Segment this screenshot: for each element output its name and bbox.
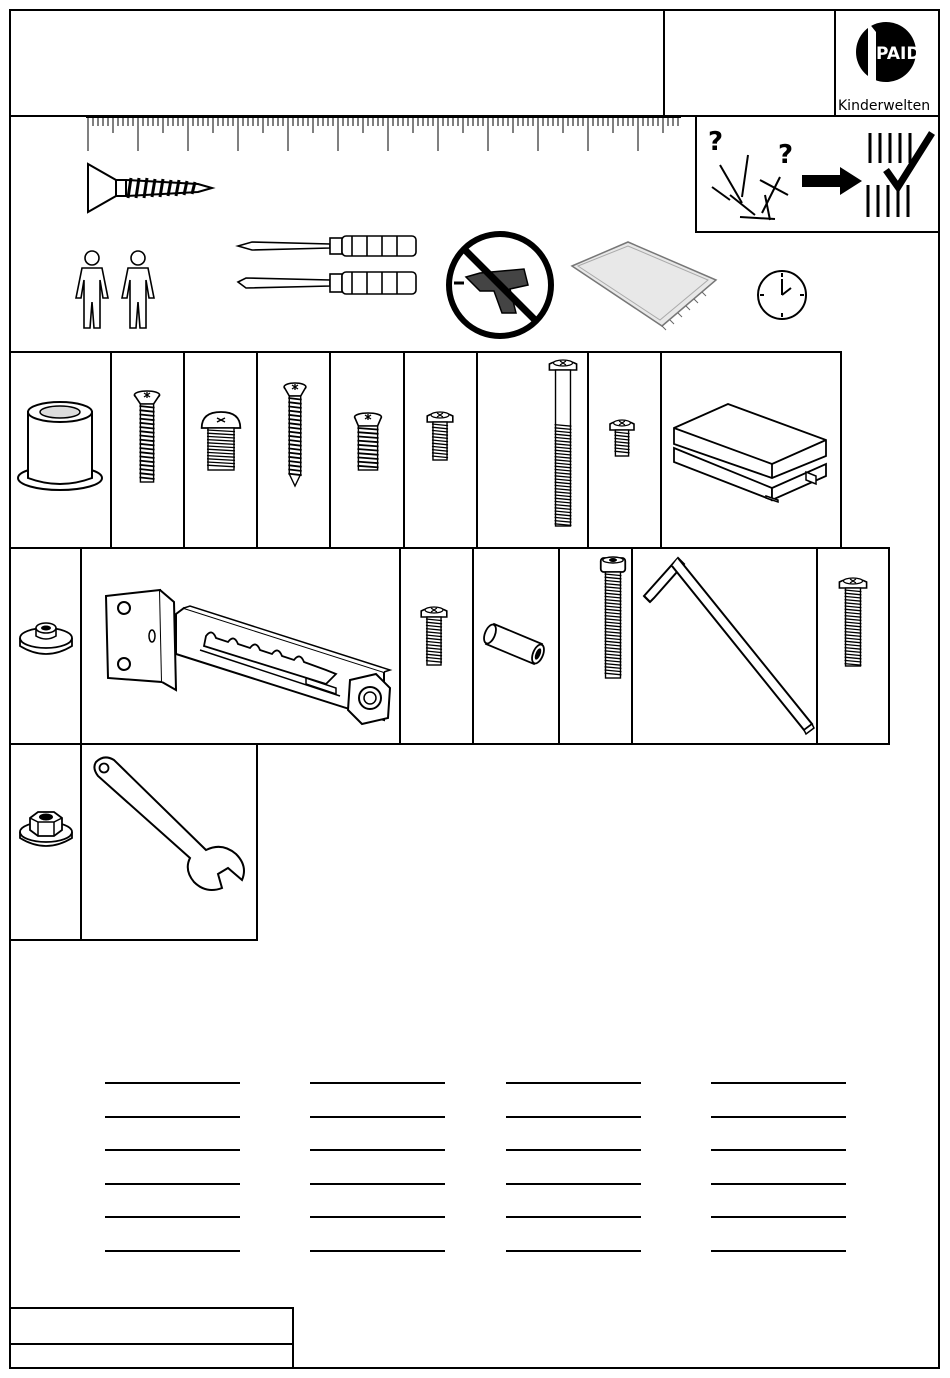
row2-right <box>888 547 890 745</box>
header-vline-2 <box>834 9 836 117</box>
svg-text:?: ? <box>778 140 794 170</box>
footer-box-top <box>9 1307 294 1309</box>
row1-sep <box>183 351 185 548</box>
row1-sep <box>110 351 112 548</box>
svg-text:?: ? <box>708 127 724 157</box>
row2-sep <box>80 547 82 744</box>
row2-sep <box>558 547 560 744</box>
two-people-icon <box>70 250 162 330</box>
blank-line <box>105 1250 240 1252</box>
no-drill-icon <box>444 229 556 341</box>
row2-bottom <box>9 743 890 745</box>
flange-nut-icon <box>18 808 74 852</box>
blank-line <box>105 1149 240 1151</box>
blank-line <box>310 1250 445 1252</box>
row3-sep <box>80 743 82 940</box>
row1-sep <box>329 351 331 548</box>
row1-sep <box>587 351 589 548</box>
blank-line <box>506 1216 641 1218</box>
spacer-tube-icon <box>484 620 554 666</box>
blank-line <box>711 1183 846 1185</box>
adjustable-bracket-icon <box>100 588 396 732</box>
footer-box-mid <box>9 1343 294 1345</box>
socket-bolt-icon <box>596 556 630 682</box>
row1-sep <box>660 351 662 548</box>
washer-icon <box>18 620 74 662</box>
header-vline-1 <box>663 9 665 117</box>
paidi-logo <box>848 14 928 94</box>
blank-line <box>711 1216 846 1218</box>
blank-line <box>506 1250 641 1252</box>
row1-sep <box>256 351 258 548</box>
blank-line <box>105 1082 240 1084</box>
wrench-icon <box>90 754 252 896</box>
blank-line <box>711 1082 846 1084</box>
blank-line <box>105 1183 240 1185</box>
row2-sep <box>472 547 474 744</box>
blank-line <box>310 1116 445 1118</box>
blank-line <box>711 1116 846 1118</box>
blank-line <box>506 1149 641 1151</box>
row1-right <box>840 351 842 549</box>
blank-line <box>310 1149 445 1151</box>
blank-line <box>711 1149 846 1151</box>
screwdriver-icon <box>232 230 422 300</box>
round-head-bolt-icon <box>200 410 242 474</box>
blank-line <box>711 1250 846 1252</box>
pan-screw-icon <box>418 605 450 669</box>
plastic-cap-icon <box>16 398 104 496</box>
blank-line <box>105 1116 240 1118</box>
sort-parts-icon <box>700 125 940 230</box>
ruler <box>86 117 681 152</box>
row1-sep <box>403 351 405 548</box>
blank-line <box>506 1116 641 1118</box>
row2-sep <box>816 547 818 744</box>
clock-icon <box>755 268 809 322</box>
hex-key-icon <box>640 556 816 736</box>
logo-tagline: Kinderwelten <box>838 98 931 114</box>
blank-line <box>310 1216 445 1218</box>
blank-line <box>310 1082 445 1084</box>
wood-screw-icon <box>282 382 308 490</box>
countersunk-screw-icon <box>132 390 162 486</box>
blank-line <box>506 1082 641 1084</box>
row3-bottom <box>9 939 258 941</box>
blank-line <box>105 1216 240 1218</box>
row1-top <box>9 351 842 353</box>
footer-box-right <box>292 1307 294 1369</box>
hex-bolt-icon <box>836 576 870 670</box>
long-bolt-icon <box>546 358 580 530</box>
machine-screw-icon <box>424 410 456 464</box>
blank-line <box>310 1183 445 1185</box>
slide-pad-icon <box>666 400 836 504</box>
row1-bottom <box>9 547 890 549</box>
row2-sep <box>399 547 401 744</box>
furniture-screw-icon <box>352 412 384 474</box>
logo-brand: PAIDI <box>876 44 927 64</box>
screw-icon <box>86 160 216 216</box>
blank-line <box>506 1183 641 1185</box>
row1-sep <box>476 351 478 548</box>
blanket-icon <box>570 238 720 330</box>
row3-right <box>256 743 258 941</box>
short-screw-icon <box>607 418 637 460</box>
row2-sep <box>631 547 633 744</box>
